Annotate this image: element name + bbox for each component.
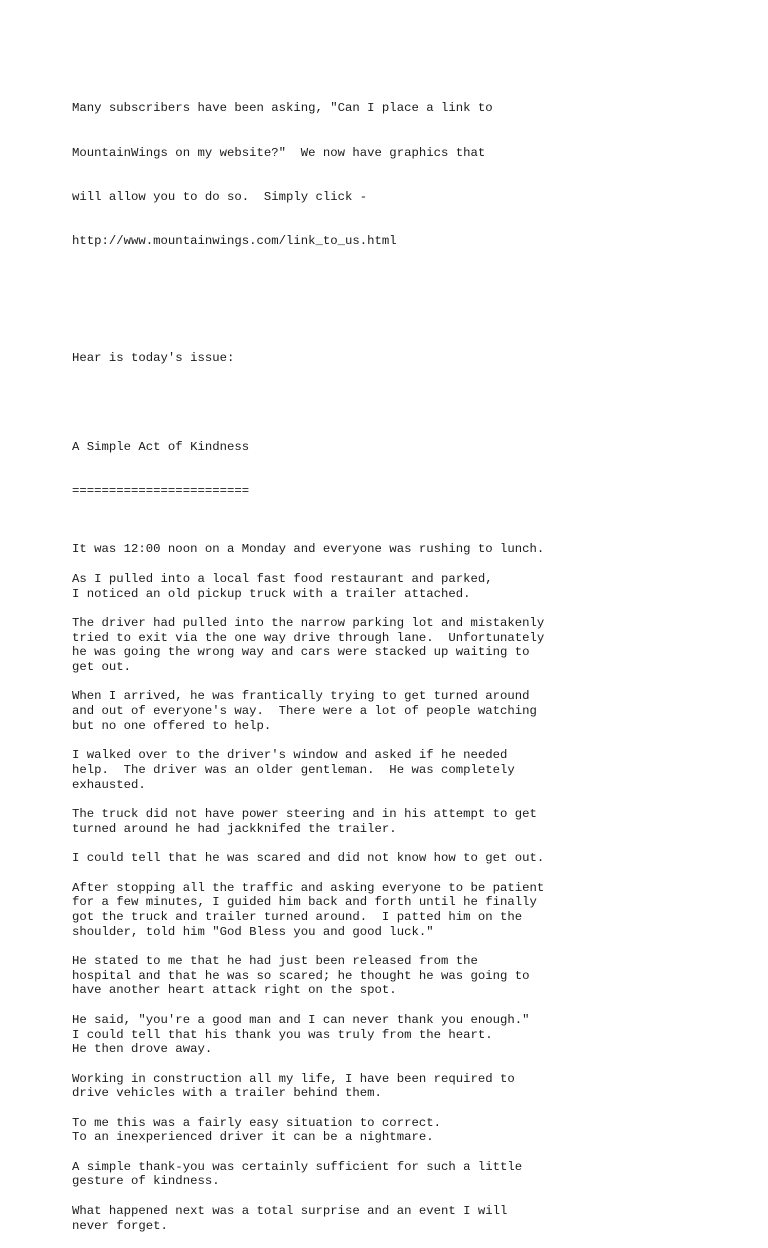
paragraph-line: It was 12:00 noon on a Monday and everyone was rushing to lunch. (72, 542, 545, 557)
article-paragraph (72, 689, 752, 733)
paragraph-line: get out. (72, 660, 132, 675)
intro-line: will allow you to do so. Simply click - (72, 189, 368, 204)
paragraph-line: gesture of kindness. (72, 1174, 220, 1189)
paragraph-line: The truck did not have power steering and in his attempt to get (72, 807, 537, 822)
article-title: A Simple Act of Kindness (72, 439, 250, 454)
paragraph-line: shoulder, told him "God Bless you and good luck." (72, 924, 434, 939)
paragraph-line: To me this was a fairly easy situation to correct. (72, 1115, 441, 1130)
paragraph-line: What happened next was a total surprise and an event I will (72, 1203, 508, 1218)
paragraph-line: When I arrived, he was frantically trying to get turned around (72, 689, 530, 704)
paragraph-line: have another heart attack right on the spot. (72, 983, 397, 998)
article-paragraph (72, 881, 752, 940)
paragraph-line: I noticed an old pickup truck with a trailer attached. (72, 586, 471, 601)
article-paragraph (72, 542, 752, 557)
paragraph-line: exhausted. (72, 777, 146, 792)
paragraph-line: and out of everyone's way. There were a lot of people watching (72, 704, 537, 719)
article-paragraph (72, 616, 752, 675)
article-heading (72, 410, 752, 528)
paragraph-line: Working in construction all my life, I have been required to (72, 1071, 515, 1086)
paragraph-line: I could tell that his thank you was truly from the heart. (72, 1027, 493, 1042)
article-paragraph (72, 807, 752, 836)
article-paragraph (72, 572, 752, 601)
document-body (72, 72, 752, 1248)
paragraph-line: The driver had pulled into the narrow parking lot and mistakenly (72, 615, 545, 630)
paragraph-line: I walked over to the driver's window and asked if he needed (72, 748, 508, 763)
paragraph-line: got the truck and trailer turned around. I patted him on the (72, 909, 523, 924)
article-paragraph (72, 1160, 752, 1189)
paragraph-line: After stopping all the traffic and asking everyone to be patient (72, 880, 545, 895)
paragraph-line: I could tell that he was scared and did not know how to get out. (72, 851, 545, 866)
paragraph-line: but no one offered to help. (72, 718, 272, 733)
paragraph-line: He said, "you're a good man and I can never thank you enough." (72, 1012, 530, 1027)
article-paragraph (72, 1013, 752, 1057)
article-paragraph (72, 1072, 752, 1101)
paragraph-line: He stated to me that he had just been released from the (72, 954, 478, 968)
lead-in: Hear is today's issue: (72, 351, 235, 366)
paragraph-line: To an inexperienced driver it can be a nightmare. (72, 1130, 434, 1145)
intro-paragraph (72, 72, 752, 278)
intro-line: Many subscribers have been asking, "Can I place a link to (72, 101, 493, 116)
article-paragraph (72, 1116, 752, 1145)
intro-line: MountainWings on my website?" We now have graphics that (72, 145, 486, 160)
paragraph-line: hospital and that he was so scared; he thought he was going to (72, 968, 530, 983)
paragraph-line: he was going the wrong way and cars were stacked up waiting to (72, 645, 530, 660)
paragraph-line: tried to exit via the one way drive through lane. Unfortunately (72, 630, 545, 645)
paragraph-line: never forget. (72, 1218, 168, 1233)
paragraph-line: help. The driver was an older gentleman. He was completely (72, 762, 515, 777)
article-paragraphs (72, 542, 752, 1233)
title-underline: ======================== (72, 483, 250, 498)
link-url[interactable]: http://www.mountainwings.com/link_to_us.html (72, 233, 397, 248)
paragraph-line: He then drove away. (72, 1042, 213, 1057)
paragraph-line: drive vehicles with a trailer behind them. (72, 1086, 382, 1101)
article-paragraph (72, 851, 752, 866)
paragraph-line: for a few minutes, I guided him back and forth until he finally (72, 895, 537, 910)
article-paragraph (72, 748, 752, 792)
article-paragraph (72, 1204, 752, 1233)
article-paragraph (72, 954, 752, 998)
paragraph-line: A simple thank-you was certainly sufficient for such a little (72, 1159, 523, 1174)
paragraph-line: As I pulled into a local fast food restaurant and parked, (72, 571, 493, 586)
paragraph-line: turned around he had jackknifed the trailer. (72, 821, 397, 836)
